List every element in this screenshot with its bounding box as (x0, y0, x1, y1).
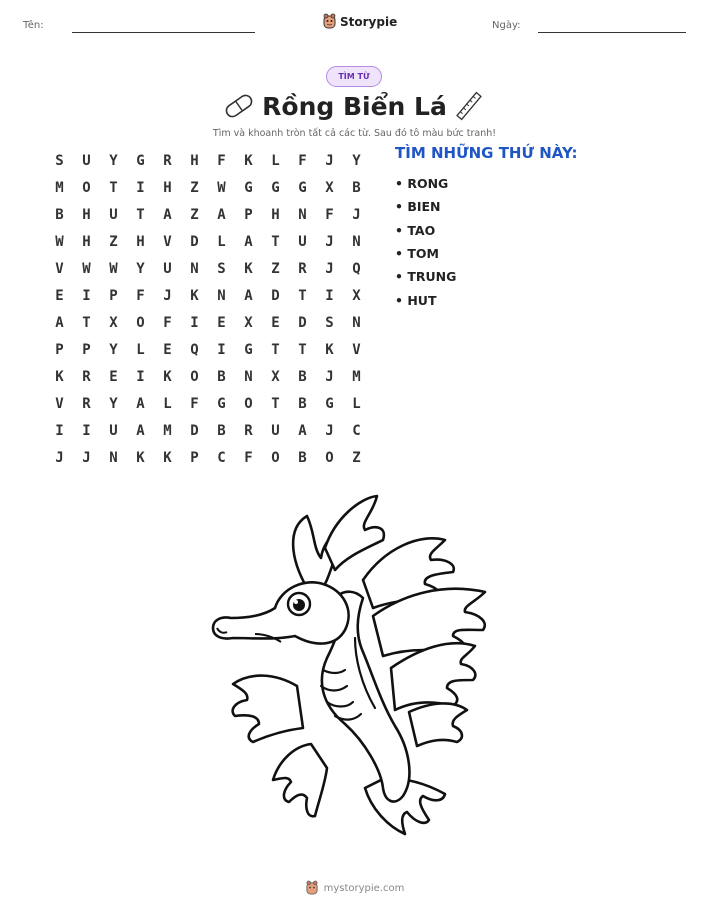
word-item: • TOM (395, 246, 439, 262)
grid-letter: Y (109, 395, 118, 412)
grid-letter: R (82, 368, 91, 385)
grid-letter: Z (190, 179, 199, 196)
grid-letter: H (163, 179, 172, 196)
grid-letter: G (244, 179, 253, 196)
grid-letter: O (136, 314, 145, 331)
grid-letter: D (271, 287, 280, 304)
grid-letter: I (55, 422, 64, 439)
word-search-grid (46, 147, 370, 471)
grid-letter: V (55, 395, 64, 412)
grid-letter: F (244, 449, 253, 466)
grid-letter: P (82, 341, 91, 358)
grid-letter: X (352, 287, 361, 304)
grid-letter: K (190, 287, 199, 304)
leafy-sea-dragon-illustration (195, 488, 515, 858)
grid-letter: U (82, 152, 91, 169)
word-list (395, 172, 456, 312)
grid-letter: V (163, 233, 172, 250)
grid-letter: F (136, 287, 145, 304)
instructions: Tìm và khoanh tròn tất cả các từ. Sau đó tô màu bức tranh! (212, 128, 497, 139)
grid-letter: T (271, 341, 280, 358)
grid-letter: O (325, 449, 334, 466)
page-title: Rồng Biển Lá (262, 92, 447, 121)
storypie-logo (322, 13, 337, 30)
grid-letter: Z (190, 206, 199, 223)
grid-letter: N (190, 260, 199, 277)
grid-letter: J (325, 422, 334, 439)
grid-letter: B (352, 179, 361, 196)
grid-letter: F (190, 395, 199, 412)
ruler-icon (452, 90, 486, 122)
grid-letter: B (298, 395, 307, 412)
grid-row (46, 390, 370, 417)
grid-letter: K (163, 449, 172, 466)
footer (0, 880, 709, 896)
grid-letter: Z (352, 449, 361, 466)
grid-letter: B (217, 368, 226, 385)
grid-letter: P (55, 341, 64, 358)
grid-letter: M (163, 422, 172, 439)
grid-letter: D (190, 233, 199, 250)
grid-letter: X (325, 179, 334, 196)
grid-letter: Z (271, 260, 280, 277)
grid-letter: L (136, 341, 145, 358)
grid-letter: B (55, 206, 64, 223)
grid-letter: M (352, 368, 361, 385)
grid-letter: I (82, 422, 91, 439)
grid-letter: S (217, 260, 226, 277)
grid-letter: U (109, 422, 118, 439)
storypie-logo-footer (305, 880, 319, 896)
grid-letter: O (190, 368, 199, 385)
word-item: • HUT (395, 292, 437, 308)
grid-letter: G (325, 395, 334, 412)
grid-letter: N (217, 287, 226, 304)
grid-letter: I (325, 287, 334, 304)
grid-letter: O (244, 395, 253, 412)
grid-letter: N (352, 233, 361, 250)
grid-letter: P (109, 287, 118, 304)
grid-letter: X (109, 314, 118, 331)
word-item: • RONG (395, 176, 449, 192)
grid-letter: R (82, 395, 91, 412)
grid-letter: L (163, 395, 172, 412)
grid-letter: A (55, 314, 64, 331)
footer-url: mystorypie.com (323, 882, 405, 894)
grid-letter: L (217, 233, 226, 250)
grid-letter: F (325, 206, 334, 223)
grid-letter: J (325, 368, 334, 385)
date-line (538, 32, 686, 33)
grid-letter: B (298, 449, 307, 466)
grid-letter: T (109, 179, 118, 196)
grid-row (46, 309, 370, 336)
grid-row (46, 147, 370, 174)
grid-row (46, 228, 370, 255)
grid-letter: K (244, 260, 253, 277)
grid-letter: I (82, 287, 91, 304)
grid-letter: U (109, 206, 118, 223)
grid-letter: R (163, 152, 172, 169)
grid-letter: T (271, 395, 280, 412)
brand (322, 13, 397, 30)
grid-letter: F (217, 152, 226, 169)
grid-letter: E (217, 314, 226, 331)
grid-letter: F (163, 314, 172, 331)
grid-letter: J (82, 449, 91, 466)
grid-letter: A (163, 206, 172, 223)
grid-letter: T (82, 314, 91, 331)
grid-letter: W (217, 179, 226, 196)
grid-letter: G (136, 152, 145, 169)
grid-letter: J (325, 152, 334, 169)
brand-name: Storypie (340, 14, 398, 29)
grid-letter: D (190, 422, 199, 439)
grid-row (46, 444, 370, 471)
grid-letter: J (352, 206, 361, 223)
grid-letter: P (244, 206, 253, 223)
grid-letter: N (352, 314, 361, 331)
grid-letter: J (325, 260, 334, 277)
grid-letter: T (298, 341, 307, 358)
grid-letter: B (217, 422, 226, 439)
grid-letter: V (55, 260, 64, 277)
grid-letter: G (244, 341, 253, 358)
grid-letter: G (271, 179, 280, 196)
grid-letter: S (325, 314, 334, 331)
grid-letter: K (325, 341, 334, 358)
grid-letter: A (244, 233, 253, 250)
grid-letter: S (55, 152, 64, 169)
grid-letter: L (271, 152, 280, 169)
grid-letter: K (163, 368, 172, 385)
grid-row (46, 255, 370, 282)
grid-letter: J (325, 233, 334, 250)
grid-letter: A (217, 206, 226, 223)
grid-letter: X (244, 314, 253, 331)
grid-letter: H (136, 233, 145, 250)
grid-letter: Z (109, 233, 118, 250)
word-list-title: TÌM NHỮNG THỨ NÀY: (395, 144, 578, 162)
grid-letter: N (109, 449, 118, 466)
grid-letter: L (352, 395, 361, 412)
grid-letter: F (298, 152, 307, 169)
grid-letter: T (271, 233, 280, 250)
grid-letter: E (55, 287, 64, 304)
activity-badge: TÌM TỪ (326, 66, 382, 87)
grid-letter: R (244, 422, 253, 439)
grid-letter: Q (352, 260, 361, 277)
grid-letter: W (55, 233, 64, 250)
grid-letter: B (298, 368, 307, 385)
grid-letter: X (271, 368, 280, 385)
grid-row (46, 282, 370, 309)
word-item: • TRUNG (395, 269, 457, 285)
grid-letter: A (136, 395, 145, 412)
grid-row (46, 174, 370, 201)
grid-row (46, 336, 370, 363)
grid-letter: Y (136, 260, 145, 277)
grid-letter: E (109, 368, 118, 385)
grid-letter: Y (352, 152, 361, 169)
grid-letter: A (244, 287, 253, 304)
grid-letter: H (190, 152, 199, 169)
grid-letter: Q (190, 341, 199, 358)
grid-letter: D (298, 314, 307, 331)
grid-letter: R (298, 260, 307, 277)
grid-letter: G (217, 395, 226, 412)
grid-letter: I (217, 341, 226, 358)
date-label: Ngày: (492, 20, 521, 31)
grid-letter: H (271, 206, 280, 223)
grid-letter: G (298, 179, 307, 196)
grid-letter: N (298, 206, 307, 223)
grid-row (46, 201, 370, 228)
grid-letter: W (82, 260, 91, 277)
grid-letter: K (55, 368, 64, 385)
grid-letter: A (136, 422, 145, 439)
word-item: • BIEN (395, 199, 441, 215)
grid-row (46, 363, 370, 390)
grid-letter: H (82, 206, 91, 223)
grid-letter: E (163, 341, 172, 358)
grid-letter: I (136, 368, 145, 385)
grid-letter: U (163, 260, 172, 277)
grid-row (46, 417, 370, 444)
grid-letter: K (244, 152, 253, 169)
grid-letter: Y (109, 341, 118, 358)
name-label: Tên: (23, 20, 44, 31)
grid-letter: C (352, 422, 361, 439)
grid-letter: O (82, 179, 91, 196)
grid-letter: I (190, 314, 199, 331)
grid-letter: T (298, 287, 307, 304)
grid-letter: V (352, 341, 361, 358)
name-line (72, 32, 255, 33)
grid-letter: H (82, 233, 91, 250)
grid-letter: A (298, 422, 307, 439)
grid-letter: P (190, 449, 199, 466)
grid-letter: Y (109, 152, 118, 169)
grid-letter: K (136, 449, 145, 466)
grid-letter: U (298, 233, 307, 250)
word-item: • TAO (395, 222, 436, 238)
grid-letter: T (136, 206, 145, 223)
grid-letter: J (55, 449, 64, 466)
grid-letter: I (136, 179, 145, 196)
grid-letter: E (271, 314, 280, 331)
grid-letter: C (217, 449, 226, 466)
grid-letter: M (55, 179, 64, 196)
grid-letter: N (244, 368, 253, 385)
grid-letter: U (271, 422, 280, 439)
grid-letter: O (271, 449, 280, 466)
grid-letter: J (163, 287, 172, 304)
grid-letter: W (109, 260, 118, 277)
